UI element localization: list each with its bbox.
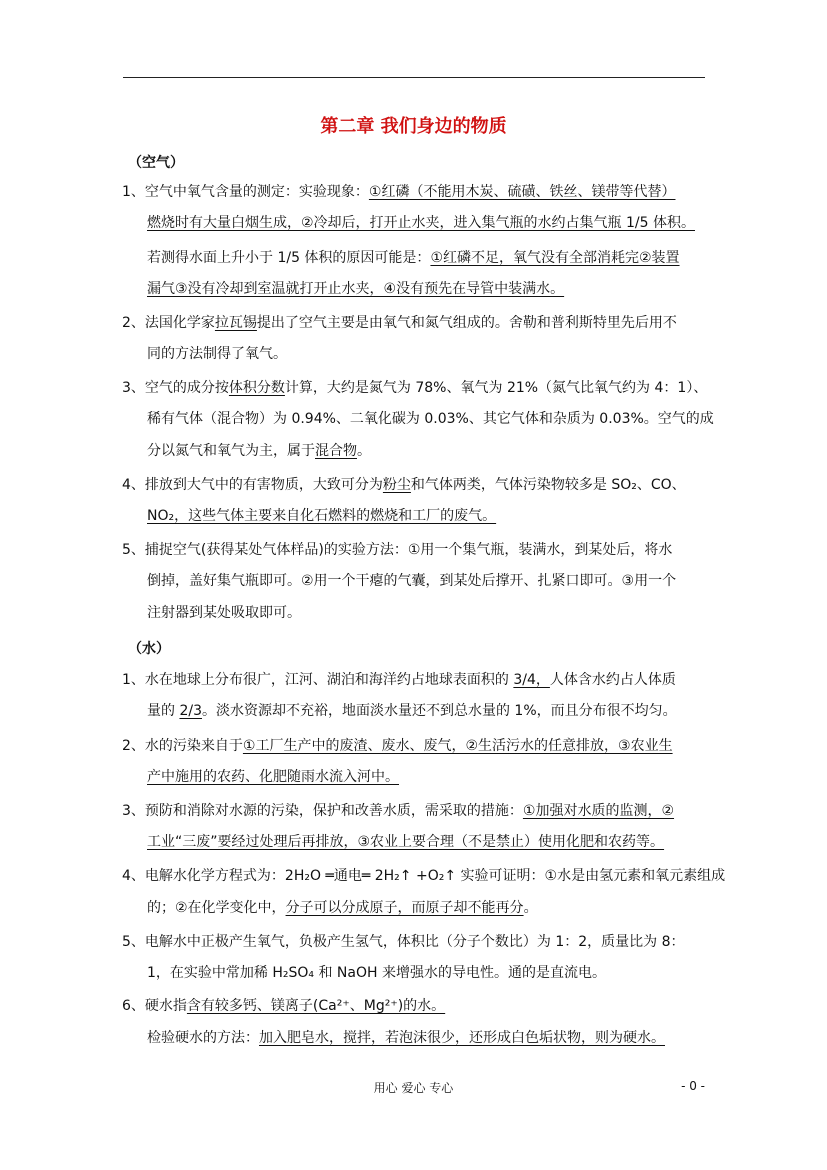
line-text: 捕捉空气(获得某处气体样品)的实验方法：①用一个集气瓶，装满水，到某处后，将水 — [144, 542, 673, 558]
line-text: 法国化学家 — [144, 315, 215, 331]
text-line — [147, 344, 287, 364]
text-line — [147, 506, 496, 526]
line-text: 倒掉，盖好集气瓶即可。②用一个干瘪的气囊，到某处后撑开、扎紧口即可。③用一个 — [147, 573, 677, 589]
text-line — [147, 213, 695, 233]
text-line — [122, 378, 707, 398]
text-line — [122, 182, 675, 202]
line-text: 电解水中正极产生氧气，负极产生氢气，体积比（分子个数比）为 1：2，质量比为 8： — [144, 934, 685, 950]
text-line — [147, 571, 676, 591]
line-text: 硬水指 — [144, 998, 187, 1014]
line-text: 检验硬水的方法： — [147, 1030, 259, 1046]
text-line — [122, 670, 676, 690]
line-text: 和气体两类，气体污染物较多是 SO₂、CO、 — [410, 477, 686, 493]
text-line — [122, 475, 686, 495]
text-line — [147, 701, 677, 721]
header-rule — [123, 77, 705, 78]
text-line — [122, 736, 673, 756]
item-number: 1、 — [122, 184, 145, 200]
underlined-text: 拉瓦锡 — [214, 315, 257, 331]
chapter-title: 第二章 我们身边的物质 — [320, 116, 507, 137]
underlined-text: 燃烧时有大量白烟生成，②冷却后，打开止水夹，进入集气瓶的水约占集气瓶 1/5 体积。 — [147, 215, 695, 231]
text-line — [122, 540, 672, 560]
underlined-text: 粉尘 — [382, 477, 411, 493]
line-text: 若测得水面上升小于 1/5 体积的原因可能是： — [147, 250, 431, 266]
underlined-text: 2/3 — [179, 703, 202, 719]
underlined-text: 分子可以分成原子，而原子却不能再分 — [285, 900, 524, 916]
line-text: 排放到大气中的有害物质，大致可分为 — [144, 477, 383, 493]
text-line — [147, 409, 714, 429]
text-line — [122, 996, 445, 1016]
text-line — [147, 1028, 665, 1048]
line-text: 人体含水约占人体质 — [549, 672, 676, 688]
footer-motto: 用心 爱心 专心 — [373, 1081, 454, 1095]
text-line — [122, 866, 725, 886]
line-text: 稀有气体（混合物）为 0.94%、二氧化碳为 0.03%、其它气体和杂质为 0.03%。空气的成 — [147, 411, 714, 427]
text-line — [147, 248, 680, 268]
underlined-text: 加入肥皂水，搅拌，若泡沫很少，还形成白色垢状物，则为硬水。 — [259, 1030, 665, 1046]
underlined-text: 产中施用的农药、化肥随雨水流入河中。 — [147, 769, 399, 785]
line-text: 注射器到某处吸取即可。 — [147, 605, 301, 621]
line-text: 计算，大约是氮气为 78%、氧气为 21%（氮气比氧气约为 4：1）、 — [284, 380, 708, 396]
line-text: 。 — [523, 900, 538, 916]
text-line — [147, 832, 664, 852]
text-line — [147, 767, 399, 787]
line-text: 水的污染来自于 — [144, 738, 243, 754]
item-number: 6、 — [122, 998, 145, 1014]
line-text: 量的 — [147, 703, 180, 719]
line-text: 同的方法制得了氧气。 — [147, 346, 287, 362]
underlined-text: ①红磷不足，氧气没有全部消耗完②装置 — [430, 250, 680, 266]
text-line — [122, 313, 677, 333]
section-heading-air: （空气） — [128, 155, 184, 171]
line-text: 。 — [357, 443, 371, 459]
item-number: 3、 — [122, 803, 145, 819]
line-text: 预防和消除对水源的污染，保护和改善水质，需采取的措施： — [144, 803, 523, 819]
line-text: 。淡水资源却不充裕，地面淡水量还不到总水量的 1%，而且分布很不均匀。 — [201, 703, 677, 719]
item-number: 1、 — [122, 672, 145, 688]
line-text: 的；②在化学变化中， — [147, 900, 286, 916]
section-heading-water: （水） — [128, 641, 170, 657]
item-number: 2、 — [122, 315, 145, 331]
underlined-text: 3/4， — [513, 672, 550, 688]
text-line — [147, 898, 538, 918]
item-number: 3、 — [122, 380, 145, 396]
underlined-text: ①加强对水质的监测，② — [522, 803, 675, 819]
underlined-text: 体积分数 — [228, 380, 285, 396]
line-text: 空气的成分按 — [144, 380, 229, 396]
item-number: 5、 — [122, 934, 145, 950]
text-line — [147, 441, 371, 461]
item-number: 4、 — [122, 868, 145, 884]
line-text: 分以氮气和氧气为主，属于 — [147, 443, 315, 459]
item-number: 2、 — [122, 738, 145, 754]
line-text: 电解水化学方程式为：2H₂O ═通电═ 2H₂↑ +O₂↑ 实验可证明：①水是由氢元素和氧元素组成 — [144, 868, 726, 884]
line-text: 提出了空气主要是由氧气和氮气组成的。舍勒和普利斯特里先后用不 — [256, 315, 677, 331]
text-line — [147, 963, 606, 983]
underlined-text: 混合物 — [315, 443, 357, 459]
underlined-text: 工业“三废”要经过处理后再排放，③农业上要合理（不是禁止）使用化肥和农药等。 — [147, 834, 665, 850]
item-number: 4、 — [122, 477, 145, 493]
text-line — [147, 279, 564, 299]
line-text: 1，在实验中常加稀 H₂SO₄ 和 NaOH 来增强水的导电性。通的是直流电。 — [147, 965, 606, 981]
underlined-text: ①红磷（不能用木炭、硫磺、铁丝、镁带等代替） — [368, 184, 676, 200]
line-text: 水在地球上分布很广，江河、湖泊和海洋约占地球表面积的 — [144, 672, 514, 688]
underlined-text: 含有较多钙、镁离子(Ca²⁺、Mg²⁺)的水。 — [186, 998, 446, 1014]
text-line — [122, 932, 685, 952]
text-line — [122, 801, 674, 821]
item-number: 5、 — [122, 542, 145, 558]
underlined-text: NO₂，这些气体主要来自化石燃料的燃烧和工厂的废气。 — [147, 508, 497, 524]
text-line — [147, 603, 301, 623]
line-text: 空气中氧气含量的测定：实验现象： — [144, 184, 369, 200]
page-number: - 0 - — [681, 1079, 705, 1093]
underlined-text: ①工厂生产中的废渣、废水、废气，②生活污水的任意排放，③农业生 — [242, 738, 673, 754]
underlined-text: 漏气③没有冷却到室温就打开止水夹，④没有预先在导管中装满水。 — [147, 281, 565, 297]
